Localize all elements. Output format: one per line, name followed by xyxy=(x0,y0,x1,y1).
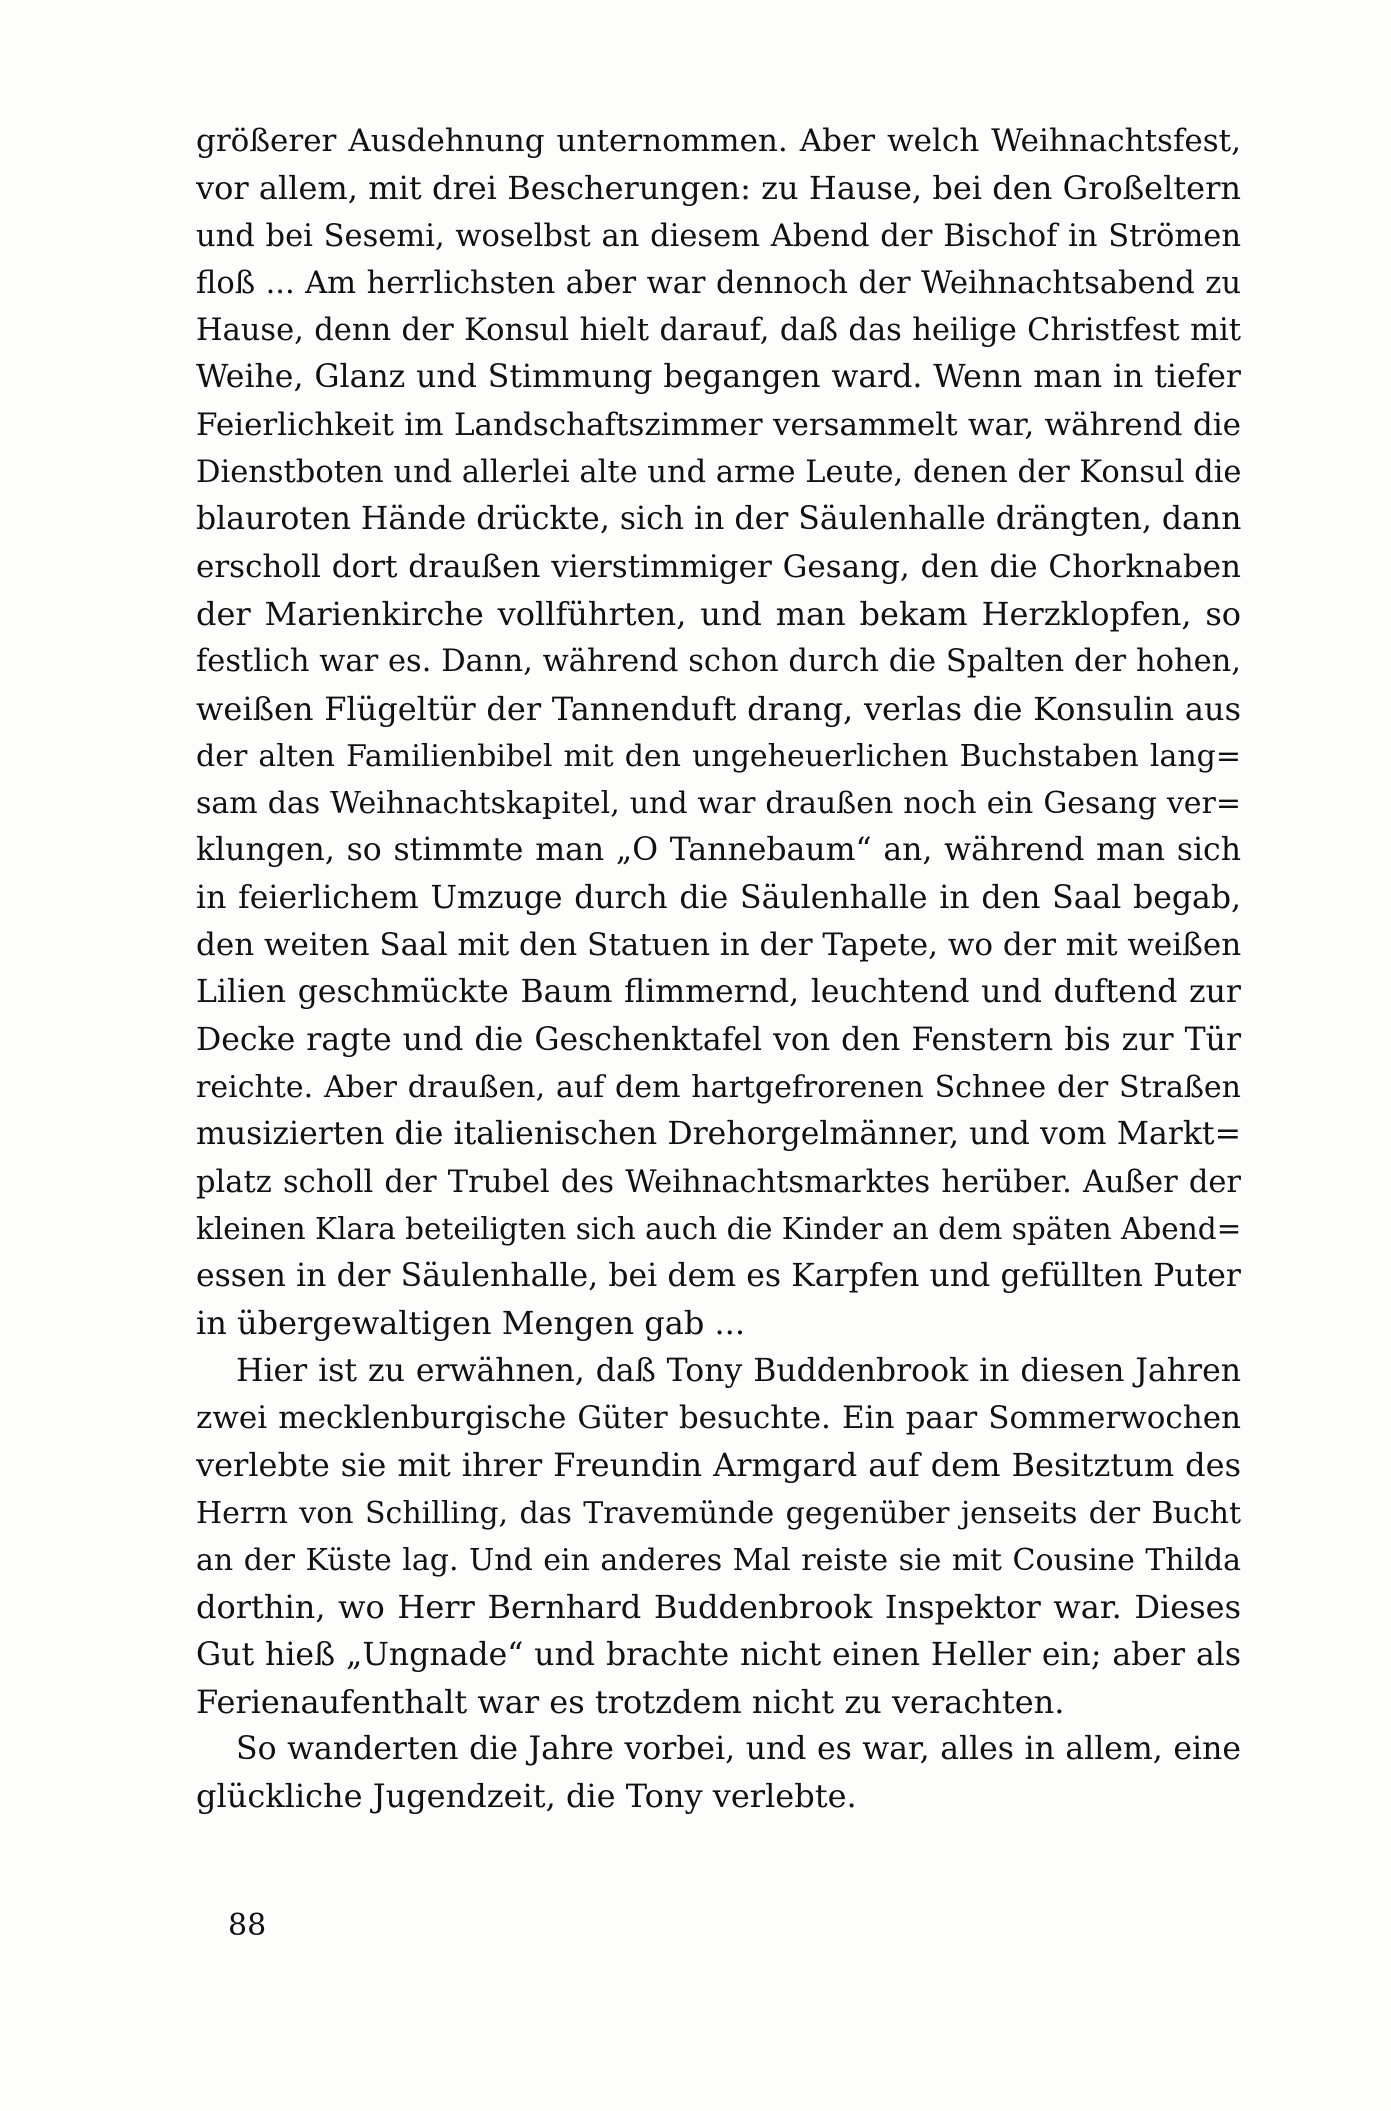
text-line: an der Küste lag. Und ein anderes Mal reiste sie mit Cousine Thilda xyxy=(196,1542,1241,1578)
text-line: reichte. Aber draußen, auf dem hartgefrorenen Schnee der Straßen xyxy=(196,1069,1241,1105)
text-line: klungen, so stimmte man „O Tannebaum“ an, während man sich xyxy=(196,832,1241,869)
text-line: größerer Ausdehnung unternommen. Aber welch Weihnachtsfest, xyxy=(196,123,1241,159)
text-line: kleinen Klara beteiligten sich auch die Kinder an dem späten Abend= xyxy=(196,1211,1242,1246)
text-line: verlebte sie mit ihrer Freundin Armgard auf dem Besitztum des xyxy=(196,1446,1241,1485)
text-line: Hier ist zu erwähnen, daß Tony Buddenbrook in diesen Jahren xyxy=(236,1352,1241,1389)
text-line: essen in der Säulenhalle, bei dem es Karpfen und gefüllten Puter xyxy=(196,1258,1241,1295)
text-line: So wanderten die Jahre vorbei, und es war, alles in allem, eine xyxy=(236,1731,1241,1768)
text-line: Weihe, Glanz und Stimmung begangen ward. Wenn man in tiefer xyxy=(196,359,1241,396)
text-line: dorthin, wo Herr Bernhard Buddenbrook Inspektor war. Dieses xyxy=(196,1588,1241,1627)
text-line: sam das Weihnachtskapitel, und war draußen noch ein Gesang ver= xyxy=(196,786,1241,822)
text-line: zwei mecklenburgische Güter besuchte. Ein paar Sommerwochen xyxy=(196,1400,1241,1437)
text-line: musizierten die italienischen Drehorgelmänner, und vom Markt= xyxy=(196,1116,1241,1153)
text-line: weißen Flügeltür der Tannenduft drang, verlas die Konsulin aus xyxy=(196,689,1241,728)
text-line: Lilien geschmückte Baum flimmernd, leuchtend und duftend zur xyxy=(196,974,1241,1011)
text-line: Feierlichkeit im Landschaftszimmer versammelt war, während die xyxy=(196,406,1241,443)
text-line: festlich war es. Dann, während schon durch die Spalten der hohen, xyxy=(196,644,1241,680)
text-line: und bei Sesemi, woselbst an diesem Abend der Bischof in Strömen xyxy=(196,218,1241,254)
text-line: in übergewaltigen Mengen gab ... xyxy=(196,1304,746,1343)
text-line: glückliche Jugendzeit, die Tony verlebte. xyxy=(196,1777,857,1816)
text-line: platz scholl der Trubel des Weihnachtsmarktes herüber. Außer der xyxy=(196,1164,1241,1200)
text-line: blauroten Hände drückte, sich in der Säulenhalle drängten, dann xyxy=(196,501,1242,538)
text-line: Herrn von Schilling, das Travemünde gegenüber jenseits der Bucht xyxy=(196,1495,1241,1531)
text-line: Hause, denn der Konsul hielt darauf, daß das heilige Christfest mit xyxy=(196,313,1241,349)
text-line: floß ... Am herrlichsten aber war dennoch der Weihnachtsabend zu xyxy=(196,265,1241,301)
text-line: der Marienkirche vollführten, und man bekam Herzklopfen, so xyxy=(196,594,1241,633)
text-line: vor allem, mit drei Bescherungen: zu Hause, bei den Großeltern xyxy=(196,169,1241,208)
body-text xyxy=(196,118,1241,1821)
text-line: erscholl dort draußen vierstimmiger Gesang, den die Chorknaben xyxy=(196,548,1241,585)
text-line: den weiten Saal mit den Statuen in der Tapete, wo der mit weißen xyxy=(196,927,1242,964)
text-line: Decke ragte und die Geschenktafel von den Fenstern bis zur Tür xyxy=(196,1021,1241,1058)
text-line: Dienstboten und allerlei alte und arme Leute, denen der Konsul die xyxy=(196,455,1242,491)
text-line: der alten Familienbibel mit den ungeheuerlichen Buchstaben lang= xyxy=(196,738,1241,774)
paragraph-2 xyxy=(196,1348,1241,1726)
text-line: in feierlichem Umzuge durch die Säulenhalle in den Saal begab, xyxy=(196,879,1241,916)
paragraph-1 xyxy=(196,118,1241,1348)
text-line: Ferienaufenthalt war es trotzdem nicht zu verachten. xyxy=(196,1682,1065,1721)
paragraph-3 xyxy=(196,1726,1241,1821)
text-line: Gut hieß „Ungnade“ und brachte nicht einen Heller ein; aber als xyxy=(196,1636,1241,1673)
page-number: 88 xyxy=(228,1908,267,1943)
